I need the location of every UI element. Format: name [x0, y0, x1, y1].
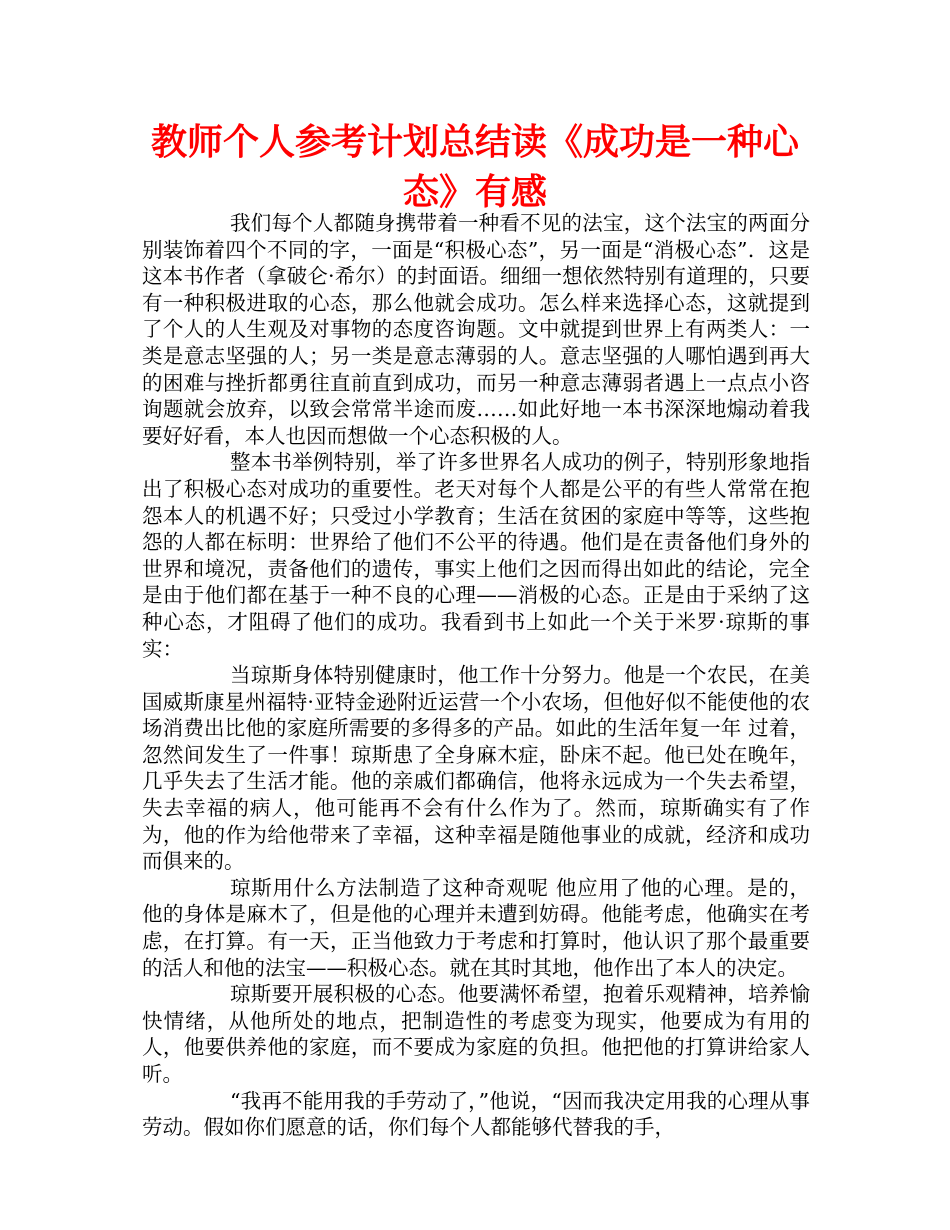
document-title: 教师个人参考计划总结读《成功是一种心态》有感 [150, 122, 799, 213]
paragraph: 我们每个人都随身携带着一种看不见的法宝，这个法宝的两面分别装饰着四个不同的字，一面是“积极心态”，另一面是“消极心态”．这是这本书作者（拿破仑·希尔）的封面语。细细一想依然特别有道理的，只要有一种积极进取的心态，那么他就会成功。怎么样来选择心态，这就提到了个人的人生观及对事物的态度咨询题。文中就提到世界上有两类人：一类是意志坚强的人；另一类是意志薄弱的人。意志坚强的人哪怕遇到再大的困难与挫折都勇往直前直到成功，而另一种意志薄弱者遇上一点点小咨询题就会放弃，以致会常常半途而废……如此好地一本书深深地煽动着我要好好看，本人也因而想做一个心态积极的人。 [142, 211, 810, 448]
paragraph: 整本书举例特别，举了许多世界名人成功的例子，特别形象地指出了积极心态对成功的重要性。老天对每个人都是公平的有些人常常在抱怨本人的机遇不好；只受过小学教育；生活在贫困的家庭中等等，这些抱怨的人都在标明：世界给了他们不公平的待遇。他们是在责备他们身外的世界和境况，责备他们的遗传，事实上他们之因而得出如此的结论，完全是由于他们都在基于一种不良的心理——消极的心态。正是由于采纳了这种心态，才阻碍了他们的成功。我看到书上如此一个关于米罗·琼斯的事实： [142, 450, 810, 661]
paragraph: “我再不能用我的手劳动了，”他说，“因而我决定用我的心理从事劳动。假如你们愿意的话，你们每个人都能够代替我的手， [142, 1088, 810, 1140]
paragraph: 琼斯用什么方法制造了这种奇观呢 他应用了他的心理。是的，他的身体是麻木了，但是他的心理并未遭到妨碍。他能考虑，他确实在考虑，在打算。有一天，正当他致力于考虑和打算时，他认识了那个最重要的活人和他的法宝——积极心态。就在其时其地，他作出了本人的决定。 [142, 875, 810, 980]
paragraph: 琼斯要开展积极的心态。他要满怀希望，抱着乐观精神，培养愉快情绪，从他所处的地点，把制造性的考虑变为现实，他要成为有用的人，他要供养他的家庭，而不要成为家庭的负担。他把他的打算讲给家人听。 [142, 982, 810, 1086]
document-body [142, 210, 810, 1141]
paragraph: 当琼斯身体特别健康时，他工作十分努力。他是一个农民，在美国威斯康星州福特·亚特金逊附近运营一个小农场，但他好似不能使他的农场消费出比他的家庭所需要的多得多的产品。如此的生活年复一年 过着，忽然间发生了一件事！琼斯患了全身麻木症，卧床不起。他已处在晚年，几乎失去了生活才能。他的亲戚们都确信，他将永远成为一个失去希望，失去幸福的病人，他可能再不会有什么作为了。然而，琼斯确实有了作为，他的作为给他带来了幸福，这种幸福是随他事业的成就，经济和成功而俱来的。 [142, 663, 810, 874]
